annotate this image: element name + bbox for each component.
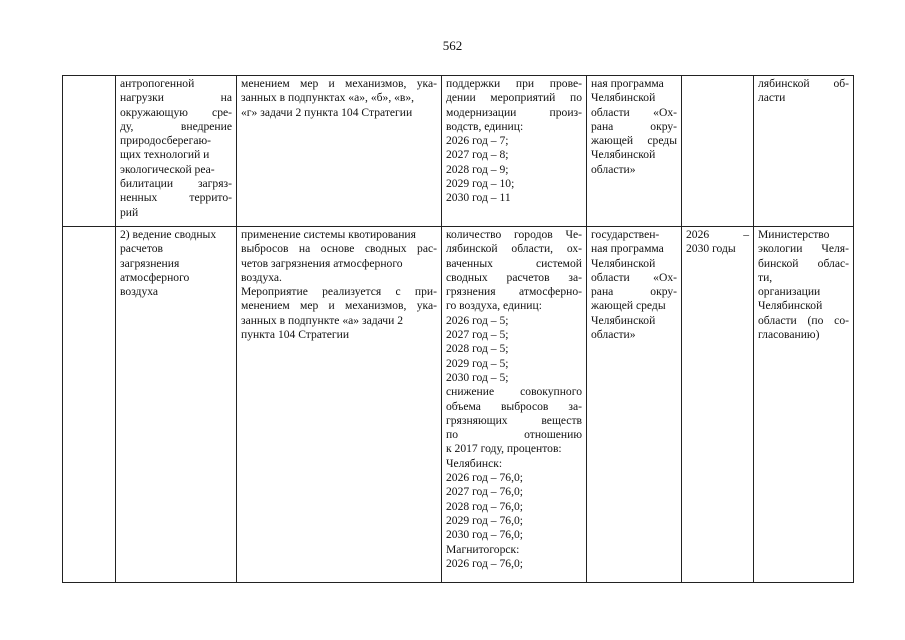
cell-line: ненных террито- — [120, 191, 232, 205]
period-cell — [682, 76, 754, 227]
cell-line: Челябинской — [591, 313, 656, 327]
cell-line: грязняющих веществ — [446, 413, 582, 427]
cell-line: воздуха — [120, 285, 159, 299]
cell-line: поддержки при прове- — [446, 77, 582, 90]
cell-line: применение системы квотирования — [241, 228, 416, 241]
cell-line: водств, единиц: — [446, 119, 524, 133]
cell-line: количество городов Че- — [446, 228, 582, 241]
cell-line: лябинской области, ох- — [446, 242, 582, 256]
cell-line: лябинской об- — [758, 77, 849, 90]
cell-line: к 2017 году, процентов: — [446, 442, 562, 456]
cell-line: области» — [591, 162, 636, 176]
cell-line: области (по со- — [758, 313, 849, 327]
cell-line: 2028 год – 5; — [446, 342, 509, 356]
cell-line: 2029 год – 76,0; — [446, 513, 524, 527]
cell-line: Челябинской — [591, 256, 656, 270]
cell-line: ваченных системой — [446, 256, 582, 270]
cell-line: билитации загряз- — [120, 177, 232, 191]
cell-line: 2026 год – 7; — [446, 134, 509, 148]
table-row — [63, 76, 854, 227]
cell-line: ная программа — [591, 242, 664, 256]
cell-line: четов загрязнения атмосферного — [241, 256, 403, 270]
program-cell — [587, 76, 682, 227]
cell-line: Министерство — [758, 228, 830, 241]
cell-line: жающей среды — [591, 134, 677, 148]
cell-line: ласти — [758, 91, 786, 105]
cell-line: 2027 год – 8; — [446, 148, 509, 162]
row-number-cell — [63, 76, 116, 227]
cell-line: 2) ведение сводных — [120, 228, 217, 241]
cell-line: 2029 год – 10; — [446, 177, 515, 191]
cell-line: 2030 год – 76,0; — [446, 528, 524, 542]
cell-line: 2026 год – 76,0; — [446, 556, 524, 570]
period-cell — [682, 227, 754, 583]
cell-line: природосберегаю- — [120, 134, 211, 148]
cell-line: антропогенной — [120, 77, 195, 90]
table-row — [63, 227, 854, 583]
cell-line: 2028 год – 76,0; — [446, 499, 524, 513]
cell-line: организации — [758, 285, 821, 299]
cell-line: менением мер и механизмов, ука- — [241, 77, 437, 90]
cell-line: 2027 год – 76,0; — [446, 485, 524, 499]
cell-line: рана окру- — [591, 119, 677, 133]
cell-line: 2026 год – 76,0; — [446, 471, 524, 485]
executor-cell — [754, 227, 854, 583]
cell-line: «г» задачи 2 пункта 104 Стратегии — [241, 105, 413, 119]
cell-line: объема выбросов за- — [446, 399, 582, 413]
page-number: 562 — [442, 38, 463, 53]
cell-line: нагрузки на — [120, 91, 232, 105]
cell-line: Челябинской — [591, 148, 656, 162]
program-cell — [587, 227, 682, 583]
cell-line: рий — [120, 205, 139, 219]
cell-line: 2030 годы — [686, 242, 736, 256]
cell-line: рана окру- — [591, 285, 677, 299]
indicator-cell — [442, 227, 587, 583]
cell-line: Магнитогорск: — [446, 542, 520, 556]
cell-line: 2030 год – 5; — [446, 370, 509, 384]
cell-line: 2028 год – 9; — [446, 162, 509, 176]
cell-line: области «Ох- — [591, 270, 677, 284]
cell-line: экологической реа- — [120, 162, 215, 176]
cell-line: модернизации произ- — [446, 105, 582, 119]
mechanism-cell — [237, 76, 442, 227]
measures-table — [62, 75, 854, 583]
cell-line: бинской облас- — [758, 256, 849, 270]
cell-line: ная программа — [591, 77, 664, 90]
cell-line: атмосферного — [120, 270, 190, 284]
row-number-cell — [63, 227, 116, 583]
cell-line: занных в подпункте «а» задачи 2 — [241, 313, 404, 327]
cell-line: 2026 – — [686, 228, 749, 241]
cell-line: Челябинск: — [446, 456, 503, 470]
cell-line: выбросов на основе сводных рас- — [241, 242, 437, 256]
cell-line: грязнения атмосферно- — [446, 285, 582, 299]
cell-line: ти, — [758, 270, 773, 284]
cell-line: окружающую сре- — [120, 105, 232, 119]
cell-line: 2029 год – 5; — [446, 356, 509, 370]
cell-line: менением мер и механизмов, ука- — [241, 299, 437, 313]
cell-line: дении мероприятий по — [446, 91, 582, 105]
cell-line: Мероприятие реализуется с при- — [241, 285, 437, 299]
cell-line: гласованию) — [758, 328, 820, 342]
cell-line: сводных расчетов за- — [446, 270, 582, 284]
cell-line: пункта 104 Стратегии — [241, 328, 350, 342]
cell-line: снижение совокупного — [446, 385, 582, 399]
cell-line: государствен- — [591, 228, 660, 241]
cell-line: жающей среды — [591, 299, 666, 313]
cell-line: области «Ох- — [591, 105, 677, 119]
cell-line: 2026 год – 5; — [446, 313, 509, 327]
cell-line: занных в подпунктах «а», «б», «в», — [241, 91, 415, 105]
cell-line: щих технологий и — [120, 148, 210, 162]
cell-line: воздуха. — [241, 270, 282, 284]
cell-line: загрязнения — [120, 256, 180, 270]
cell-line: Челябинской — [758, 299, 823, 313]
cell-line: ду, внедрение — [120, 119, 232, 133]
cell-line: экологии Челя- — [758, 242, 849, 256]
measure-name-cell — [116, 227, 237, 583]
cell-line: го воздуха, единиц: — [446, 299, 542, 313]
cell-line: Челябинской — [591, 91, 656, 105]
cell-line: расчетов — [120, 242, 164, 256]
indicator-cell — [442, 76, 587, 227]
executor-cell — [754, 76, 854, 227]
cell-line: по отношению — [446, 428, 582, 442]
cell-line: 2027 год – 5; — [446, 328, 509, 342]
mechanism-cell — [237, 227, 442, 583]
measure-name-cell — [116, 76, 237, 227]
cell-line: области» — [591, 328, 636, 342]
cell-line: 2030 год – 11 — [446, 191, 511, 205]
